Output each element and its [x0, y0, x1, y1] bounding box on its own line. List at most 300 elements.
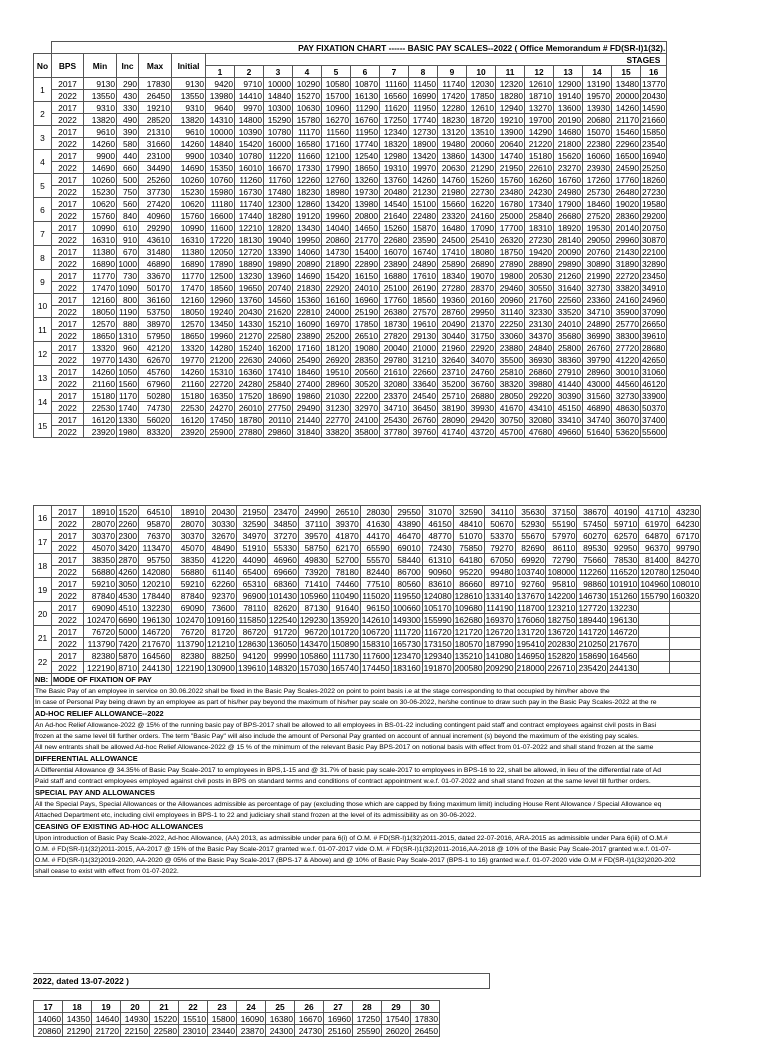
stage-value: 13600: [554, 102, 583, 114]
stage-value: 22630: [235, 354, 264, 366]
max-value: 74730: [139, 402, 172, 414]
stage-value: 226710: [547, 662, 576, 673]
stage-value: 41220: [206, 554, 237, 566]
stage-value: 18460: [583, 198, 612, 210]
stage-value: 91640: [329, 602, 360, 614]
bps-number: 3: [34, 126, 52, 150]
stage-value: 24890: [409, 258, 438, 270]
stage-value: 15210: [264, 318, 293, 330]
stage-value: 28360: [612, 210, 641, 222]
special-pay-heading: SPECIAL PAY AND ALLOWANCES: [34, 787, 701, 799]
stage-value: 26010: [235, 402, 264, 414]
stage-value: 29420: [467, 414, 496, 426]
stage-value: 18080: [467, 246, 496, 258]
stage-value: 44560: [612, 378, 641, 390]
table-row: [34, 186, 667, 198]
stage-value: 25840: [525, 210, 554, 222]
stage-value: 125040: [671, 566, 700, 577]
scale-year: 2022: [52, 114, 84, 126]
stage-value: 65590: [360, 542, 391, 554]
scale-year: 2017: [52, 602, 84, 614]
stage-value: 16350: [206, 390, 235, 402]
max-value: 37730: [139, 186, 172, 198]
stage-value: 14350: [63, 1013, 92, 1025]
table-row: [34, 330, 667, 342]
stage-value: 129340: [423, 650, 452, 661]
table-row: [34, 426, 667, 438]
min-value: 10620: [84, 198, 117, 210]
stage-value: 14640: [92, 1013, 121, 1025]
stage-value: 34370: [525, 330, 554, 342]
inc-value: 3050: [118, 578, 137, 589]
stage-value: 11450: [409, 78, 438, 90]
max-value: 53750: [139, 306, 172, 318]
stage-value: 62260: [206, 578, 237, 590]
stage-value: 19530: [583, 222, 612, 234]
stage-value: 14540: [380, 198, 409, 210]
bps-number: 4: [34, 150, 52, 174]
bps-number: 5: [34, 174, 52, 198]
bps-number: 21: [34, 626, 52, 650]
stage-value: [639, 638, 670, 650]
stage-value: 14680: [554, 126, 583, 138]
stage-value: 10870: [351, 78, 380, 90]
stage-value: 32730: [583, 282, 612, 294]
special-pay-paragraph-2: Attached Department etc, including civil employees in BPS-1 to 22 and judiciary shall stand frozen at the level of its admissibility as on 30-06-2022.: [34, 810, 701, 821]
stage-header: 13: [554, 66, 583, 78]
stage-value: 25250: [642, 162, 666, 173]
max-value: 31480: [139, 246, 172, 258]
stage-value: 44090: [236, 554, 267, 566]
stage-value: 10580: [322, 78, 351, 90]
stage-value: 99990: [267, 650, 298, 662]
initial-value: 11380: [172, 246, 206, 258]
stage-value: 15980: [206, 186, 235, 198]
max-value: 62670: [139, 354, 172, 366]
stage-value: 15510: [179, 1013, 208, 1025]
max-value: 40960: [139, 210, 172, 222]
stage-value: 17850: [467, 90, 496, 102]
stage-value: 25190: [351, 306, 380, 318]
stage-value: 22770: [322, 414, 351, 426]
stage-value: 20740: [264, 282, 293, 294]
scale-year: 2022: [52, 426, 84, 438]
inc-value: 1560: [118, 378, 137, 389]
inc-value: 880: [117, 318, 139, 330]
stage-value: 18690: [264, 390, 293, 402]
stage-value: 26860: [525, 366, 554, 378]
initial-value: 23920: [172, 426, 206, 438]
stage-value: 24300: [266, 1025, 295, 1037]
stage-value: 21030: [322, 390, 351, 402]
max-value: 23100: [139, 150, 172, 162]
stage-value: 9420: [206, 78, 235, 90]
stage-value: 13480: [612, 78, 641, 90]
inc-value: 440: [117, 150, 139, 162]
max-value: 56020: [139, 414, 172, 426]
stage-value: 31060: [642, 366, 666, 377]
stage-value: 96900: [236, 590, 267, 602]
stage-value: 21440: [293, 414, 322, 426]
scale-year: 2017: [52, 578, 84, 590]
stage-value: 142610: [361, 614, 390, 625]
initial-value: 82380: [172, 650, 206, 662]
differential-heading: DIFFERENTIAL ALLOWANCE: [34, 753, 701, 765]
scale-year: 2017: [52, 102, 84, 114]
stage-value: 96720: [298, 626, 329, 638]
stage-value: 182750: [547, 614, 576, 625]
stage-value: 23930: [583, 162, 612, 174]
inc-value: 1190: [117, 306, 139, 318]
stage-value: 22890: [351, 258, 380, 270]
scale-year: 2022: [52, 306, 84, 318]
stage-value: 26890: [467, 258, 496, 270]
stage-value: 15660: [438, 198, 467, 210]
scale-year: 2022: [52, 90, 84, 102]
inc-value: 580: [117, 138, 139, 150]
stage-value: 217670: [609, 638, 638, 649]
stage-value: 21980: [438, 186, 467, 198]
stage-value: 146730: [578, 590, 607, 601]
stage-value: 17480: [264, 186, 293, 198]
stage-value: 13190: [583, 78, 612, 90]
bps-number: 7: [34, 222, 52, 246]
stage-value: 17540: [382, 1013, 411, 1025]
stage-value: 24500: [438, 234, 467, 246]
stage-value: 157030: [299, 662, 328, 673]
stage-value: 160320: [671, 590, 700, 601]
stage-value: [639, 626, 670, 638]
stage-value: 34970: [236, 530, 267, 542]
stage-value: 235420: [578, 662, 607, 673]
stage-value: 191870: [423, 662, 452, 673]
stage-value: 16200: [264, 342, 293, 354]
stage-value: 21610: [380, 366, 409, 378]
min-value: 9900: [84, 150, 117, 162]
stage-value: 12050: [206, 246, 235, 258]
stage-value: 82620: [267, 602, 298, 614]
stage-value: 44170: [360, 530, 391, 542]
initial-value: 14260: [172, 138, 206, 150]
stage-value: 18130: [235, 234, 264, 246]
stage-value: 18710: [525, 90, 554, 102]
stage-value: 28350: [351, 354, 380, 366]
scale-year: 2017: [52, 246, 84, 258]
stage-value: 25810: [496, 366, 525, 378]
ceasing-paragraph-4: shall cease to exist with effect from 01-07-2022.: [34, 866, 701, 877]
max-value: 33670: [139, 270, 172, 282]
min-value: 9130: [84, 78, 117, 90]
stage-value: 18460: [293, 366, 322, 378]
stage-value: 29490: [293, 402, 322, 414]
stage-value: 29130: [409, 330, 438, 342]
stage-value: 111720: [391, 626, 422, 638]
adhoc-paragraph-3: All new entrants shall be allowed Ad-hoc Relief Allowance-2022 @ 15 % of the minimum of the relevant Basic Pay BPS-2017 on notional basis with effect from 01-07-2022 and shall stand frozen at the same: [34, 742, 701, 753]
stage-value: 21640: [380, 210, 409, 222]
stage-value: 21950: [496, 162, 525, 174]
stage-value: 20750: [642, 222, 666, 233]
stage-value: 18280: [264, 210, 293, 222]
scale-year: 2022: [52, 258, 84, 270]
stage-value: 10290: [293, 78, 322, 90]
stage-value: 17420: [438, 90, 467, 102]
stage-value: 12820: [264, 222, 293, 234]
stage-value: 80560: [391, 578, 422, 590]
stage-value: 41740: [438, 426, 467, 438]
stage-value: 12900: [554, 78, 583, 90]
stage-value: 150890: [330, 638, 359, 649]
inc-value: 5000: [118, 626, 137, 637]
initial-value: 12570: [172, 318, 206, 330]
stages-17-30-body: [34, 1013, 440, 1037]
stage-value: 20430: [642, 90, 666, 101]
stage-header: 29: [382, 1001, 411, 1013]
inc-value: 3420: [118, 542, 137, 553]
stage-value: 24590: [612, 162, 641, 174]
stage-value: 14590: [642, 102, 666, 113]
min-value: 9610: [84, 126, 117, 138]
stage-value: 60270: [577, 530, 608, 542]
stage-value: 12730: [409, 126, 438, 138]
scale-year: 2022: [52, 542, 84, 554]
stage-value: 14280: [206, 342, 235, 354]
stage-value: 16090: [293, 318, 322, 330]
table-row: [34, 198, 667, 210]
stage-value: 19310: [380, 162, 409, 174]
stage-value: 96370: [639, 542, 670, 554]
stage-value: 72430: [422, 542, 453, 554]
inc-value: 7420: [118, 638, 137, 649]
stage-value: 12860: [293, 198, 322, 210]
stage-value: 14260: [409, 174, 438, 186]
stage-value: 23880: [496, 342, 525, 354]
notes-section: [34, 674, 701, 877]
stage-value: 22480: [409, 210, 438, 222]
stage-value: 9710: [235, 78, 264, 90]
table-row: [34, 402, 667, 414]
initial-value: 9310: [172, 102, 206, 114]
stage-value: 20430: [235, 306, 264, 318]
min-value: 122190: [84, 662, 117, 674]
stage-value: 14060: [34, 1013, 63, 1025]
stage-value: 27520: [583, 210, 612, 222]
stage-value: 16500: [612, 150, 641, 162]
stage-value: 18650: [351, 162, 380, 174]
stage-value: 29550: [391, 506, 422, 518]
initial-value: 45070: [172, 542, 206, 554]
stage-value: 14060: [293, 246, 322, 258]
min-value: 59210: [84, 578, 117, 590]
stage-value: 24100: [351, 414, 380, 426]
inc-value: 1310: [118, 330, 137, 341]
stage-value: 180570: [454, 638, 483, 649]
header-inc: Inc: [117, 54, 139, 78]
stage-value: 48490: [206, 542, 237, 554]
stage-value: 30440: [438, 330, 467, 342]
stage-value: 25100: [380, 282, 409, 294]
stage-value: 16000: [264, 138, 293, 150]
table-row: [34, 390, 667, 402]
stage-value: 23010: [179, 1025, 208, 1037]
stage-value: 22200: [351, 390, 380, 402]
stage-value: 22250: [496, 318, 525, 330]
max-value: 25260: [139, 174, 172, 186]
stage-value: 16270: [322, 114, 351, 126]
inc-value: 2300: [118, 530, 137, 541]
stage-value: 27890: [496, 258, 525, 270]
stage-value: 29960: [612, 234, 641, 246]
stage-value: 34910: [642, 282, 666, 293]
bps-number: 10: [34, 294, 52, 318]
stage-value: 25200: [322, 330, 351, 342]
stage-value: 139610: [237, 662, 266, 673]
stage-value: 12960: [206, 294, 235, 306]
stage-value: 21430: [612, 246, 641, 258]
stage-value: 9970: [235, 102, 264, 114]
stage-value: 19240: [206, 306, 235, 318]
max-value: 67960: [139, 378, 172, 390]
initial-value: 18050: [172, 306, 206, 318]
stage-value: 19070: [467, 270, 496, 282]
stage-value: 10630: [293, 102, 322, 114]
stage-value: 19210: [496, 114, 525, 126]
stage-value: 13510: [467, 126, 496, 138]
scale-year: 2022: [52, 210, 84, 222]
stage-value: 86660: [453, 578, 484, 590]
stage-value: 20860: [322, 234, 351, 246]
stage-value: 31560: [583, 390, 612, 402]
stage-value: 105170: [423, 602, 452, 613]
stage-value: 36450: [409, 402, 438, 414]
min-value: 14260: [84, 138, 117, 150]
stage-value: 17610: [409, 270, 438, 282]
stage-value: 28890: [525, 258, 554, 270]
stage-value: 98860: [577, 578, 608, 590]
stage-value: 14840: [206, 138, 235, 150]
min-value: 14260: [84, 366, 117, 378]
table-row: [34, 506, 701, 518]
stage-value: 10760: [206, 174, 235, 186]
stage-value: 13960: [264, 270, 293, 282]
initial-value: 30370: [172, 530, 206, 542]
stage-value: 165730: [392, 638, 421, 649]
pay-chart-body-bottom: [34, 506, 701, 674]
stage-value: 59710: [608, 518, 639, 530]
scale-year: 2017: [52, 390, 84, 402]
stage-value: 37400: [642, 414, 666, 425]
stage-header: 28: [353, 1001, 382, 1013]
inc-value: 1170: [117, 390, 139, 402]
stage-value: 26450: [411, 1025, 440, 1037]
stage-value: 132230: [609, 602, 638, 613]
stage-value: 18120: [322, 342, 351, 354]
stage-value: 69010: [391, 542, 422, 554]
min-value: 16120: [84, 414, 117, 426]
initial-value: 16120: [172, 414, 206, 426]
table-row: [34, 366, 667, 378]
stage-value: 105860: [299, 650, 328, 661]
stage-value: 37780: [380, 426, 409, 438]
stage-value: 24730: [295, 1025, 324, 1037]
stage-value: 33900: [642, 390, 666, 401]
max-value: 31660: [139, 138, 172, 150]
chart-title-continued: 2022, dated 13-07-2022 ): [33, 973, 490, 989]
differential-paragraph-2: Paid staff and contract employees employed against civil posts in BPS on standard terms and conditions of contract appointment w.e.f. 01-07-2022 and shall stand frozen at the same level till further orders.: [34, 776, 701, 787]
stage-header: 21: [150, 1001, 179, 1013]
initial-value: 38350: [172, 554, 206, 566]
stage-value: 17740: [351, 138, 380, 150]
stage-value: 48410: [453, 518, 484, 530]
max-value: 244130: [139, 662, 172, 674]
table-row: [34, 378, 667, 390]
stage-value: 32730: [612, 390, 641, 402]
min-value: 11380: [84, 246, 117, 258]
stage-value: 123470: [392, 650, 421, 661]
stage-value: 16740: [409, 246, 438, 258]
stage-value: 27720: [612, 342, 641, 354]
stage-value: 131720: [516, 626, 545, 637]
stage-header: 8: [409, 66, 438, 78]
mode-paragraph-2: In case of Personal Pay being drawn by an employee as part of his/her pay beyond the maximum of his/her pay scale on 30-06-2022, he/she continue to draw such pay in the Basic Pay Scales-2022 at the re: [34, 697, 701, 708]
stage-value: 24010: [554, 318, 583, 330]
min-value: 113790: [84, 638, 117, 650]
stage-value: 65400: [236, 566, 267, 578]
stage-value: 31230: [322, 402, 351, 414]
stage-value: 19650: [235, 282, 264, 294]
stage-value: 25160: [324, 1025, 353, 1037]
scale-year: 2022: [52, 378, 84, 390]
stage-value: 82440: [360, 566, 391, 578]
max-value: 142080: [139, 566, 172, 578]
stage-value: 36930: [525, 354, 554, 366]
stage-value: 25800: [554, 342, 583, 354]
stage-value: 61140: [206, 566, 237, 578]
stage-value: 39370: [329, 518, 360, 530]
scale-year: 2017: [52, 366, 84, 378]
stage-value: 15460: [612, 126, 641, 138]
stage-value: 11950: [351, 126, 380, 138]
stage-value: 16360: [235, 366, 264, 378]
stage-value: 31750: [467, 330, 496, 342]
stage-value: 18340: [438, 270, 467, 282]
stage-value: 51640: [583, 426, 612, 438]
max-value: 146720: [139, 626, 172, 638]
stage-value: 65310: [236, 578, 267, 590]
stage-value: 35500: [496, 354, 525, 366]
stage-value: 10780: [235, 150, 264, 162]
inc-value: 330: [117, 102, 139, 114]
min-value: 11770: [84, 270, 117, 282]
ceasing-heading: CEASING OF EXISTING AD-HOC ALLOWANCES: [34, 821, 701, 833]
stage-value: 21720: [92, 1025, 121, 1037]
max-value: 132230: [139, 602, 172, 614]
inc-value: 4530: [118, 590, 137, 601]
initial-value: 15180: [172, 390, 206, 402]
min-value: 14690: [84, 162, 117, 174]
stage-value: 29460: [496, 282, 525, 294]
stage-value: 69920: [515, 554, 546, 566]
stage-value: 18780: [235, 414, 264, 426]
stage-value: 39760: [409, 426, 438, 438]
max-value: 21310: [139, 126, 172, 138]
stage-value: 108000: [547, 566, 576, 577]
stage-value: 51910: [236, 542, 267, 554]
stage-value: 16150: [351, 270, 380, 282]
stage-header: 17: [34, 1001, 63, 1013]
stage-value: 82690: [515, 542, 546, 554]
stage-value: 18560: [206, 282, 235, 294]
stage-value: 14290: [525, 126, 554, 138]
